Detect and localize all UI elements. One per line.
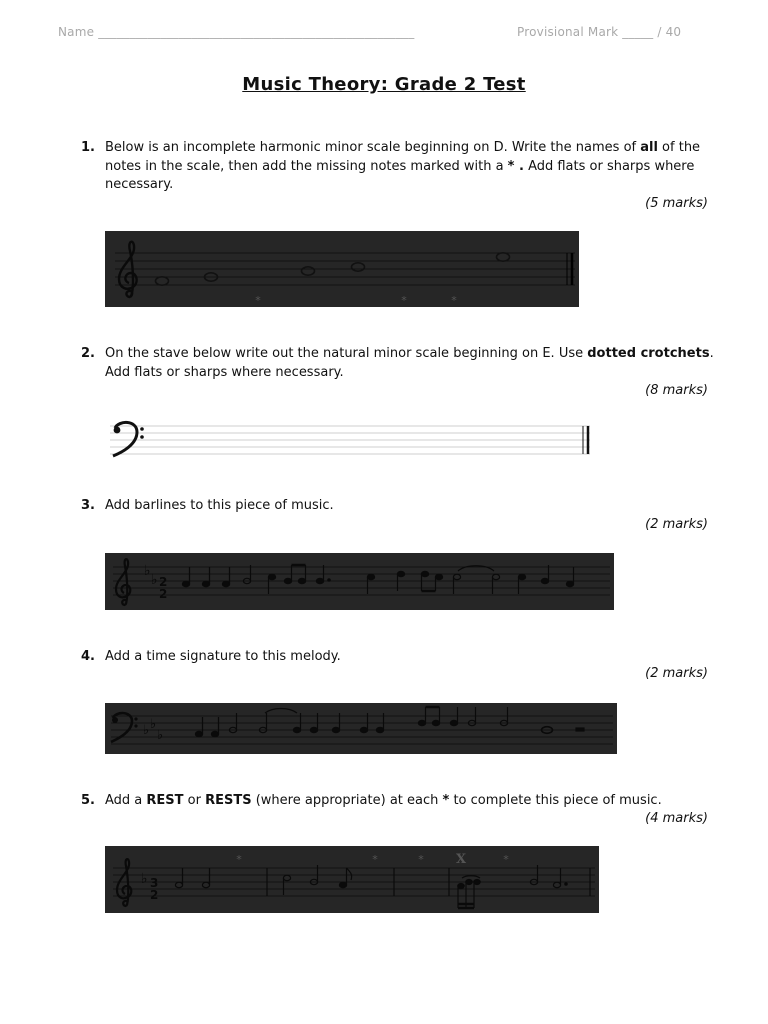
note: [432, 720, 439, 725]
note: [360, 727, 367, 732]
page-title: Music Theory: Grade 2 Test: [242, 74, 526, 95]
flat-icon: ♭: [150, 717, 157, 732]
question-5-text-part: to complete this piece of music.: [449, 793, 662, 808]
rest-marker: *: [418, 853, 424, 866]
question-3-stave: [105, 553, 614, 610]
note: [421, 571, 428, 576]
x-marker: X: [455, 852, 467, 867]
question-1-text-part: of the notes in the scale, then add the missing notes marked with a: [105, 140, 701, 174]
question-2-stave: [105, 418, 595, 460]
note: [202, 581, 209, 586]
note: [397, 571, 404, 576]
question-3-marks: (2 marks): [645, 517, 708, 532]
note: [474, 880, 480, 885]
note: [195, 731, 202, 736]
rest-marker: *: [503, 853, 509, 866]
flat-icon: ♭: [144, 563, 151, 579]
note: [298, 578, 305, 583]
bass-clef-icon: [113, 422, 144, 456]
rest-marker: *: [236, 853, 242, 866]
rest-marker: *: [372, 853, 378, 866]
flat-icon: ♭: [143, 723, 150, 738]
dot: [328, 579, 330, 581]
question-2-text-part: . Add flats or sharps where necessary.: [105, 346, 714, 380]
question-5-text-part: or: [183, 793, 206, 808]
question-2-bold-dotted-crotchets: dotted crotchets: [587, 346, 710, 361]
note: [418, 720, 425, 725]
time-signature-bottom: 2: [150, 888, 159, 902]
flat-icon: ♭: [141, 871, 148, 887]
question-1-marks: (5 marks): [645, 196, 708, 211]
question-1-text-part: Below is an incomplete harmonic minor scale beginning on D. Write the names of: [105, 140, 641, 155]
time-signature-bottom: 2: [159, 587, 168, 601]
note: [316, 578, 323, 583]
missing-note-marker: *: [401, 294, 407, 307]
note: [293, 727, 300, 732]
time-signature-top: 3: [150, 876, 159, 890]
question-3-text: Add barlines to this piece of music.: [105, 498, 334, 513]
note: [458, 884, 464, 889]
question-2-number: 2.: [81, 346, 95, 361]
note: [466, 880, 472, 885]
question-5-bold-rests: RESTS: [205, 793, 252, 808]
question-1-text-part: Add flats or sharps where necessary.: [105, 158, 695, 192]
note: [566, 581, 573, 586]
question-4-marks: (2 marks): [645, 666, 708, 681]
question-3-number: 3.: [81, 498, 95, 513]
question-4-number: 4.: [81, 649, 95, 664]
note: [435, 574, 442, 579]
note: [211, 731, 218, 736]
name-field-label: Name ___________________________________________________: [58, 25, 415, 39]
question-5-text: [105, 792, 715, 811]
question-1-number: 1.: [81, 140, 95, 155]
question-2-text-part: On the stave below write out the natural minor scale beginning on E. Use: [105, 346, 588, 361]
missing-note-marker: *: [451, 294, 457, 307]
note: [450, 720, 457, 725]
question-5-marks: (4 marks): [645, 811, 708, 826]
question-4-stave: [105, 703, 617, 754]
note: [268, 574, 275, 579]
provisional-mark-label: Provisional Mark _____ / 40: [517, 25, 682, 39]
question-2-marks: (8 marks): [645, 383, 708, 398]
flat-icon: ♭: [157, 728, 164, 743]
question-4-text: Add a time signature to this melody.: [105, 649, 341, 664]
question-5-stave: [105, 846, 599, 913]
note: [339, 882, 346, 887]
note: [541, 578, 548, 583]
note: [376, 727, 383, 732]
question-5-text-part: (where appropriate) at each: [251, 793, 443, 808]
note: [367, 574, 374, 579]
question-1-bold-asterisk: * .: [507, 158, 524, 174]
flat-icon: ♭: [151, 572, 158, 588]
note: [310, 727, 317, 732]
note: [222, 581, 229, 586]
time-signature-top: 2: [159, 575, 168, 589]
question-5-bold-asterisk: *: [442, 793, 450, 808]
note: [332, 727, 339, 732]
note: [518, 574, 525, 579]
half-rest-icon: [576, 728, 584, 731]
question-1-stave: [105, 231, 579, 307]
note: [182, 581, 189, 586]
question-1-bold-all: all: [640, 140, 658, 155]
dot: [565, 883, 567, 885]
question-5-bold-rest: REST: [146, 793, 184, 808]
note: [284, 578, 291, 583]
question-5-text-part: Add a: [105, 793, 147, 808]
question-2-text: [105, 345, 715, 382]
question-1-text: [105, 139, 715, 195]
missing-note-marker: *: [255, 294, 261, 307]
question-5-number: 5.: [81, 793, 95, 808]
